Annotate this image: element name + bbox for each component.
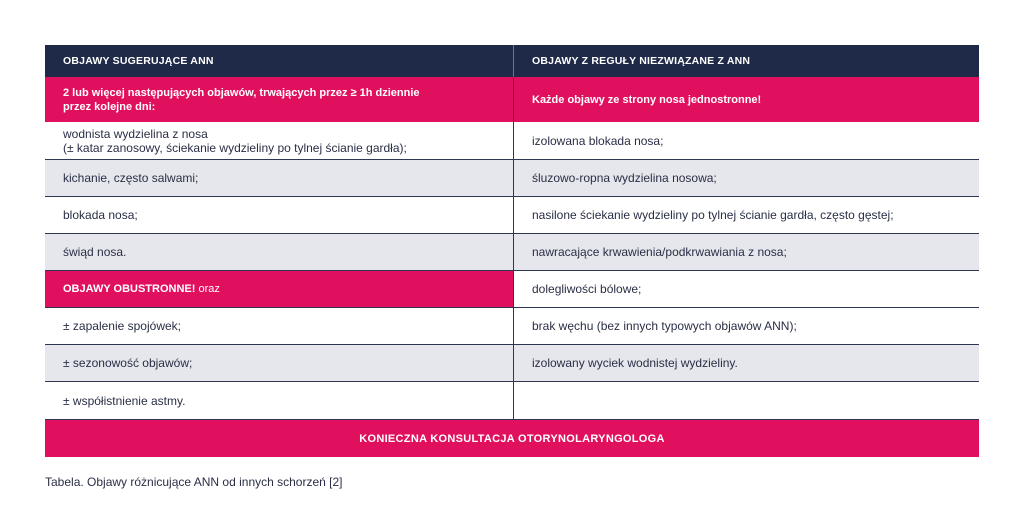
row-7-right: izolowany wyciek wodnistej wydzieliny. (513, 345, 979, 381)
row-8-left: ± współistnienie astmy. (63, 393, 186, 408)
row-2-left: kichanie, często salwami; (63, 171, 199, 185)
table-footer: KONIECZNA KONSULTACJA OTORYNOLARYNGOLOGA (45, 419, 979, 457)
subheader-row (45, 77, 979, 122)
table-row (45, 234, 979, 271)
row-7-left: ± sezonowość objawów; (63, 356, 193, 370)
bilateral-label: OBJAWY OBUSTRONNE! (63, 283, 196, 295)
row-3-right: nasilone ściekanie wydzieliny po tylnej ścianie gardła, często gęstej; (513, 197, 979, 233)
subheader-left-line2: przez kolejne dni: (63, 100, 156, 113)
row-4-left: świąd nosa. (63, 245, 127, 259)
table-row (45, 271, 979, 308)
row-1-left-line2: (± katar zanosowy, ściekanie wydzieliny po tylnej ścianie gardła); (63, 140, 407, 155)
header-right: OBJAWY Z REGUŁY NIEZWIĄZANE Z ANN (513, 45, 979, 77)
symptoms-table (45, 45, 979, 457)
subheader-left (45, 77, 513, 122)
table-row (45, 160, 979, 197)
row-6-right: brak węchu (bez innych typowych objawów ANN); (513, 308, 979, 344)
table-row (45, 382, 979, 419)
row-1-left (45, 122, 513, 159)
header-left: OBJAWY SUGERUJĄCE ANN (63, 55, 214, 67)
row-8-right (513, 382, 979, 419)
table-row (45, 122, 979, 160)
row-5-right: dolegliwości bólowe; (513, 271, 979, 307)
row-4-right: nawracające krwawienia/podkrwawiania z nosa; (513, 234, 979, 270)
subheader-right: Każde objawy ze strony nosa jednostronne! (513, 77, 979, 122)
table-row (45, 308, 979, 345)
row-5-left (45, 271, 513, 307)
table-header-row (45, 45, 979, 77)
row-6-left: ± zapalenie spojówek; (63, 319, 181, 333)
table-row (45, 197, 979, 234)
row-3-left: blokada nosa; (63, 208, 138, 222)
table-caption: Tabela. Objawy różnicujące ANN od innych schorzeń [2] (45, 475, 343, 489)
row-1-left-line1: wodnista wydzielina z nosa (63, 126, 208, 141)
bilateral-oraz: oraz (198, 283, 220, 295)
subheader-left-line1: 2 lub więcej następujących objawów, trwających przez ≥ 1h dziennie (63, 86, 420, 99)
row-2-right: śluzowo-ropna wydzielina nosowa; (513, 160, 979, 196)
row-1-right: izolowana blokada nosa; (513, 122, 979, 159)
table-row (45, 345, 979, 382)
